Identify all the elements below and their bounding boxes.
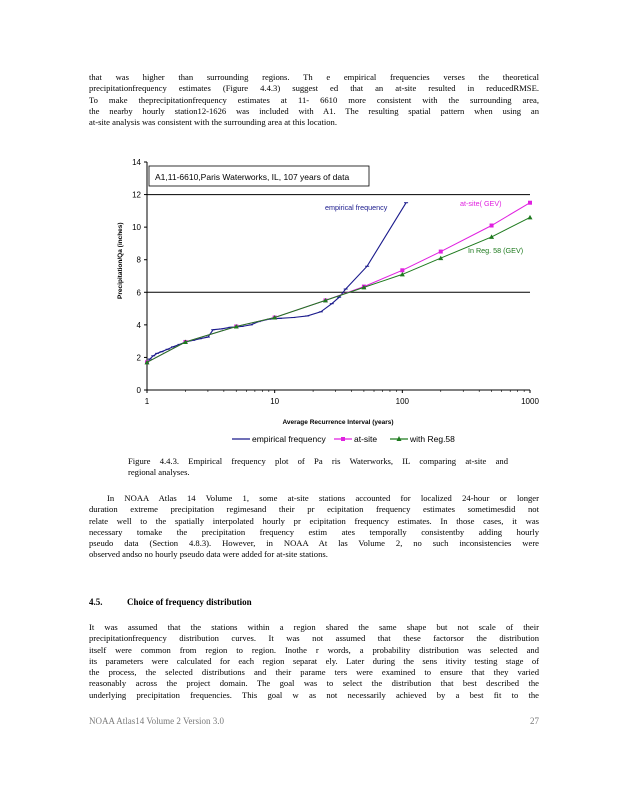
section-number: 4.5.	[89, 597, 103, 607]
data-point	[490, 224, 494, 228]
text-line: In NOAA Atlas 14 Volume 1, some at-site stations accounted for localized 24-hour or longer	[107, 493, 539, 503]
annotation-at-site: at-site( GEV)	[460, 199, 502, 208]
legend	[232, 434, 455, 444]
text-line: pseudo data (Section 4.8.3). However, in NOAA At las Volume 2, no such inconsistencies were	[89, 538, 539, 549]
y-tick-label: 2	[136, 353, 141, 363]
data-point	[528, 201, 532, 205]
annotation-empirical: empirical frequency	[325, 203, 388, 212]
text-line: the process, the selected distributions and their parame ters were examined to ensure that they varied	[89, 667, 539, 678]
text-line: itself were common from region to region. Inothe r words, a probability distribution was selected and	[89, 644, 539, 655]
plot-area	[147, 162, 530, 390]
x-tick-label: 1000	[521, 397, 539, 406]
frequency-chart	[110, 154, 540, 449]
legend-label: with Reg.58	[410, 434, 455, 444]
text-line: the nearby hourly station12-1626 was included with A1. The resulting spatial pattern when using an	[89, 105, 539, 116]
page-footer	[89, 716, 539, 726]
legend-label: empirical frequency	[252, 434, 326, 444]
paragraph-1	[89, 72, 539, 128]
y-tick-label: 0	[136, 386, 141, 395]
text-line: It was assumed that the stations within a region shared the same shape but not scale of their	[89, 622, 539, 632]
y-tick-label: 6	[136, 288, 141, 298]
y-axis	[132, 158, 147, 395]
text-line: underlying precipitation frequencies. This goal w as not necessarily achieved by a best fit to the	[89, 689, 539, 700]
annotation-regional: In Reg. 58 (GEV)	[468, 246, 524, 255]
text-line: reasonably across the project domain. The goal was to select the distribution that best described the	[89, 678, 539, 689]
y-tick-label: 12	[132, 190, 141, 200]
section-title: Choice of frequency distribution	[127, 597, 252, 607]
y-axis-label: Precipitation/Qa (inches)	[117, 222, 124, 299]
x-tick-label: 100	[395, 397, 410, 406]
caption-line: regional analyses.	[128, 467, 190, 478]
section-heading	[89, 597, 252, 607]
text-line: precipitationfrequency estimates (Figure 4.4.3) suggest ed that an at-site resulted in reducedRMSE.	[89, 83, 539, 94]
data-point	[439, 250, 443, 254]
text-line: relate well to the spatially interpolated hourly pr ecipitation frequency estimates. In those cases, it was	[89, 515, 539, 526]
text-line: its parameters were calculated for each region separat ely. Later during the sens itivity testing stage of	[89, 655, 539, 666]
y-tick-label: 4	[136, 320, 141, 330]
text-line: precipitationfrequency distribution curves. It was not assumed that these factorsor the distribution	[89, 633, 539, 644]
footer-title: NOAA Atlas14 Volume 2 Version 3.0	[89, 716, 225, 726]
caption-line: Figure 4.4.3. Empirical frequency plot of Pa ris Waterworks, IL comparing at-site and	[128, 456, 508, 466]
figure-caption	[128, 456, 508, 479]
x-axis	[145, 390, 540, 406]
legend-label: at-site	[354, 434, 378, 444]
text-line: necessary tomake the precipitation frequency estim ates temporally consistentby adding hourly	[89, 526, 539, 537]
y-tick-label: 8	[136, 255, 141, 265]
x-tick-label: 10	[270, 397, 280, 406]
text-line: at-site analysis was consistent with the surrounding area at this location.	[89, 117, 337, 128]
text-line: that was higher than surrounding regions. Th e empirical frequencies verses the theoretical	[89, 72, 539, 82]
x-tick-label: 1	[144, 397, 150, 406]
paragraph-2	[89, 493, 539, 561]
paragraph-3	[89, 622, 539, 701]
y-tick-label: 10	[132, 223, 141, 233]
data-point	[400, 268, 404, 272]
text-line: observed andso no hourly pseudo data were added for at-site stations.	[89, 549, 328, 560]
legend-marker	[341, 437, 345, 441]
x-axis-label: Average Recurrence Interval (years)	[282, 419, 394, 426]
text-line: duration extreme precipitation regimesand their pr ecipitation frequency estimates sometimesdid not	[89, 504, 539, 515]
text-line: To make theprecipitationfrequency estimates at 11- 6610 more consistent with the surrounding area,	[89, 94, 539, 105]
chart-title: A1,11-6610,Paris Waterworks, IL, 107 years of data	[155, 172, 350, 182]
y-tick-label: 14	[132, 158, 141, 167]
page-number: 27	[530, 716, 539, 726]
